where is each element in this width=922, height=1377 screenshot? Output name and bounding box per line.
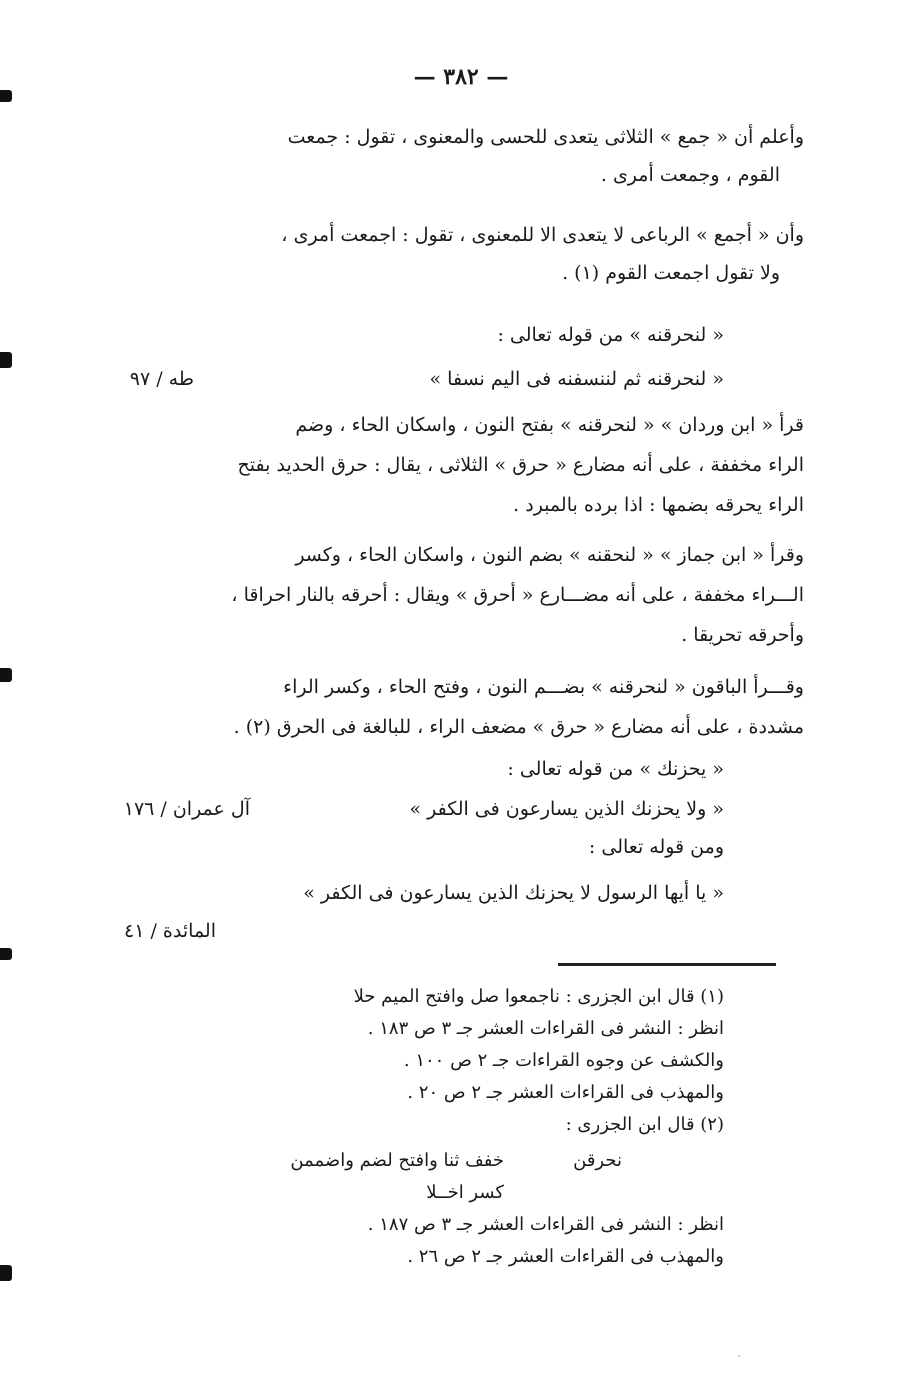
footnote-line: (١) قال ابن الجزرى : ناجمعوا صل وافتح الميم حلا xyxy=(353,986,724,1007)
footnote-line: والكشف عن وجوه القراءات جـ ٢ ص ١٠٠ . xyxy=(403,1050,724,1071)
scan-edge-mark xyxy=(0,668,12,682)
footnote-line: والمهذب فى القراءات العشر جـ ٢ ص ٢٠ . xyxy=(407,1082,724,1103)
scan-edge-mark xyxy=(0,1265,12,1281)
text-line: وأحرقه تحريقا . xyxy=(681,624,804,646)
footnote-line: انظر : النشر فى القراءات العشر جـ ٣ ص ١٨٣ . xyxy=(367,1018,724,1039)
text-line: الـــراء مخففة ، على أنه مضـــارع « أحرق » ويقال : أحرقه بالنار احراقا ، xyxy=(231,584,804,606)
verse-reference: المائدة / ٤١ xyxy=(124,920,216,942)
section-heading: « يحزنك » من قوله تعالى : xyxy=(507,758,724,780)
text-line: مشددة ، على أنه مضارع « حرق » مضعف الراء ، للبالغة فى الحرق (٢) . xyxy=(233,716,804,738)
verse-quote: « يا أيها الرسول لا يحزنك الذين يسارعون فى الكفر » xyxy=(303,882,724,904)
text-line: وأن « أجمع » الرباعى لا يتعدى الا للمعنوى ، تقول : اجمعت أمرى ، xyxy=(281,224,804,246)
verse-reference: طه / ٩٧ xyxy=(129,368,194,390)
footnote-separator xyxy=(558,963,776,966)
text-line: قرأ « ابن وردان » « لنحرقنه » بفتح النون ، واسكان الحاء ، وضم xyxy=(295,414,804,436)
poem-verse: كسر اخــلا xyxy=(426,1182,504,1203)
verse-reference: آل عمران / ١٧٦ xyxy=(123,798,250,820)
poem-verse: نحرقن xyxy=(573,1150,622,1171)
scan-speck xyxy=(738,1355,740,1357)
text-line: الراء يحرقه بضمها : اذا برده بالمبرد . xyxy=(513,494,804,516)
scan-edge-mark xyxy=(0,90,12,102)
text-line: وأعلم أن « جمع » الثلاثى يتعدى للحسى والمعنوى ، تقول : جمعت xyxy=(287,126,804,148)
text-line: الراء مخففة ، على أنه مضارع « حرق » الثلاثى ، يقال : حرق الحديد بفتح xyxy=(237,454,804,476)
section-heading: ومن قوله تعالى : xyxy=(588,836,724,858)
text-line: وقـــرأ الباقون « لنحرقنه » بضـــم النون ، وفتح الحاء ، وكسر الراء xyxy=(283,676,804,698)
verse-quote: « لنحرقنه ثم لننسفنه فى اليم نسفا » xyxy=(429,368,724,390)
page-number: — ٣٨٢ — xyxy=(413,64,509,90)
verse-quote: « ولا يحزنك الذين يسارعون فى الكفر » xyxy=(409,798,724,820)
footnote-line: (٢) قال ابن الجزرى : xyxy=(565,1114,724,1135)
poem-verse: خفف ثنا وافتح لضم واضممن xyxy=(290,1150,504,1171)
section-heading: « لنحرقنه » من قوله تعالى : xyxy=(497,324,724,346)
text-line: القوم ، وجمعت أمرى . xyxy=(600,164,780,186)
footnote-line: انظر : النشر فى القراءات العشر جـ ٣ ص ١٨٧ . xyxy=(367,1214,724,1235)
scan-edge-mark xyxy=(0,948,12,960)
text-line: ولا تقول اجمعت القوم (١) . xyxy=(562,262,780,284)
scan-edge-mark xyxy=(0,352,12,368)
footnote-line: والمهذب فى القراءات العشر جـ ٢ ص ٢٦ . xyxy=(407,1246,724,1267)
text-line: وقرأ « ابن جماز » « لنحقنه » بضم النون ، واسكان الحاء ، وكسر xyxy=(295,544,804,566)
